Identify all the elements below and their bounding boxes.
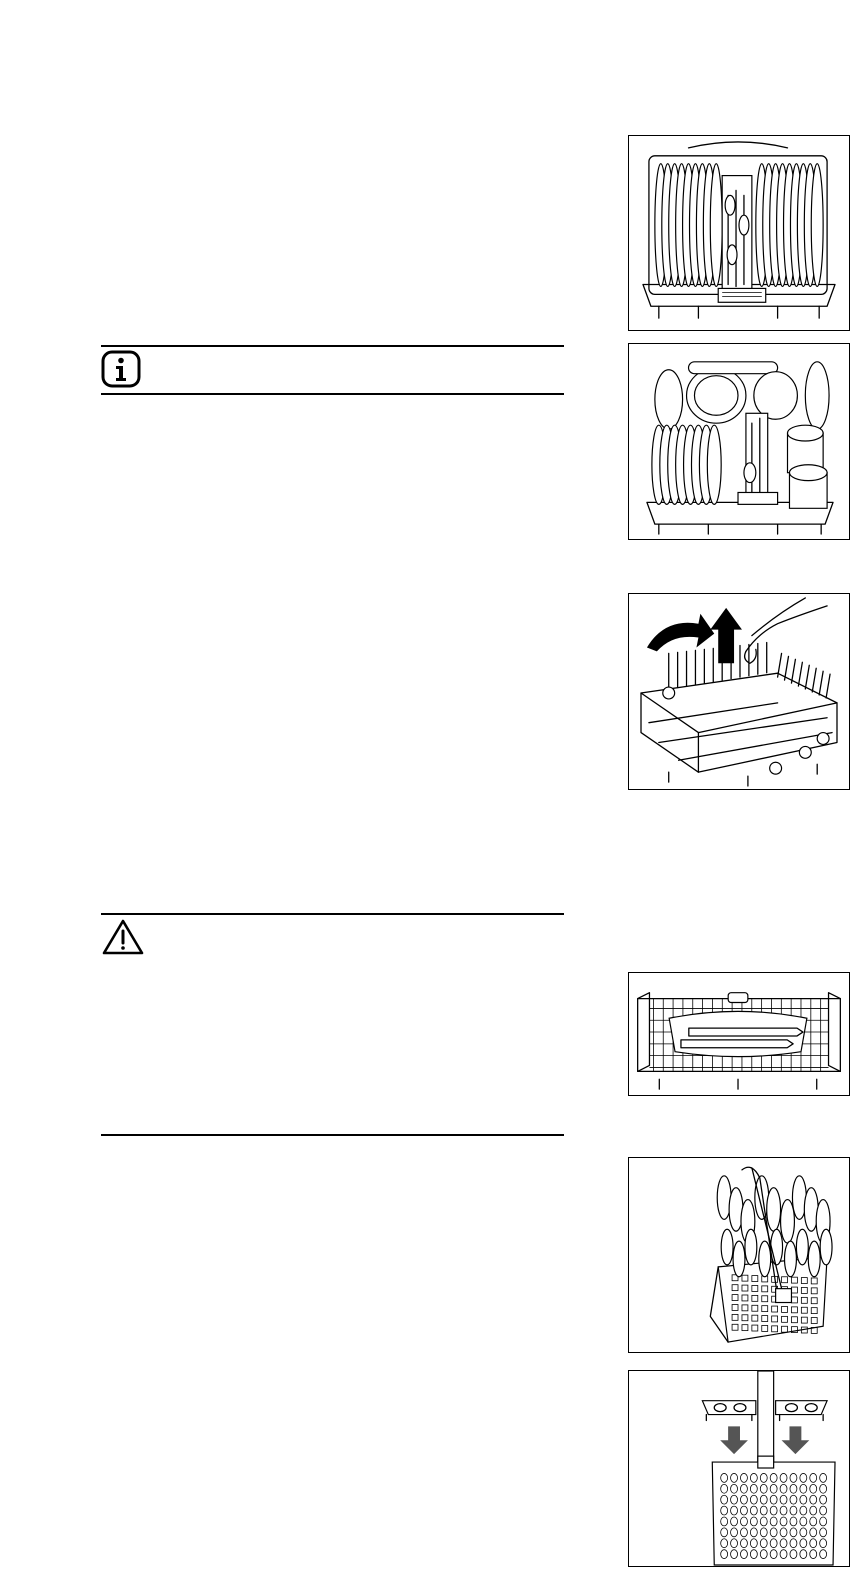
- fold-down-plate-rack-illustration: [628, 593, 850, 790]
- cutlery-basket-grid-insert-illustration: [628, 1370, 850, 1567]
- lower-basket-mixed-load-illustration: [628, 343, 850, 540]
- cutlery-basket-illustration: [628, 1157, 850, 1353]
- warning-notice-top-rule: [101, 913, 564, 915]
- warning-notice-bottom-rule: [101, 1134, 564, 1136]
- info-notice-bottom-rule: [101, 393, 564, 395]
- info-notice-top-rule: [101, 345, 564, 347]
- long-knife-shelf-illustration: [628, 972, 850, 1096]
- upper-basket-plates-illustration: [628, 135, 850, 331]
- warning-triangle-icon: [101, 918, 145, 956]
- info-icon: [101, 350, 141, 388]
